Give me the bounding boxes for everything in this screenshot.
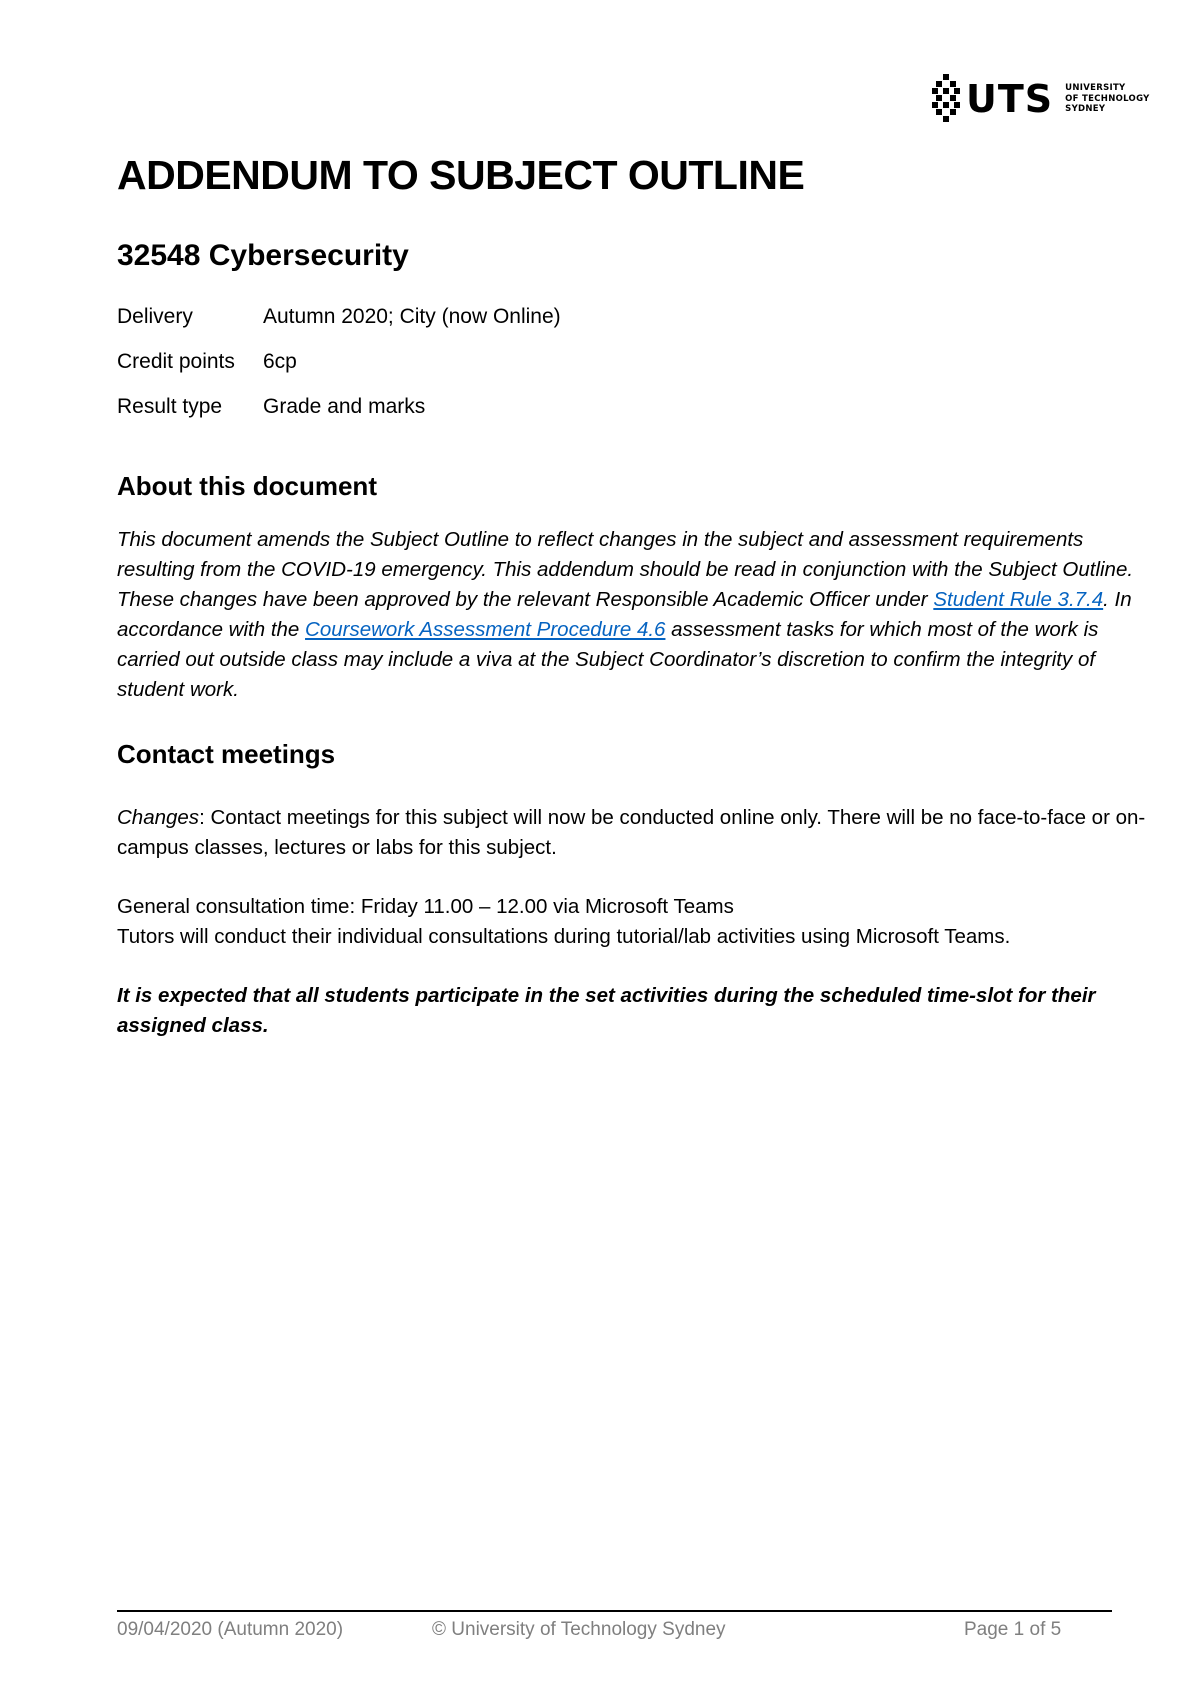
meta-label: Credit points xyxy=(117,350,235,373)
about-paragraph xyxy=(117,525,1147,705)
changes-text: : Contact meetings for this subject will now be conducted online only. There will be no face-to-face or on-campus classes, lectures or labs for this subject. xyxy=(117,806,1146,859)
logo-sub-line: UNIVERSITY xyxy=(1065,83,1126,94)
logo-sub-line: OF TECHNOLOGY xyxy=(1065,93,1150,104)
uts-emblem-icon xyxy=(932,74,960,124)
changes-label: Changes xyxy=(117,806,200,829)
about-heading: About this document xyxy=(117,471,377,501)
coursework-assessment-procedure-link[interactable]: Coursework Assessment Procedure 4.6 xyxy=(305,618,666,641)
meta-row-credit-points xyxy=(117,345,561,390)
expectation-note: It is expected that all students participate in the set activities during the scheduled time-slot for their assigned class. xyxy=(117,984,1096,1037)
meta-value: Autumn 2020; City (now Online) xyxy=(263,305,561,328)
student-rule-link[interactable]: Student Rule 3.7.4 xyxy=(933,588,1104,611)
footer-divider xyxy=(117,1610,1112,1612)
meta-row-delivery xyxy=(117,300,561,345)
logo-sub-line: SYDNEY xyxy=(1065,104,1106,115)
about-text: . In accordance with the xyxy=(117,588,1132,641)
footer-page-number: Page 1 of 5 xyxy=(964,1619,1062,1640)
consultation-time: General consultation time: Friday 11.00 – 12.00 via Microsoft Teams xyxy=(117,895,734,918)
footer-copyright: © University of Technology Sydney xyxy=(432,1619,726,1640)
consultation-paragraph xyxy=(117,892,1147,952)
uts-logo xyxy=(932,74,1150,124)
tutor-consultation: Tutors will conduct their individual consultations during tutorial/lab activities using Microsoft Teams. xyxy=(117,925,1011,948)
changes-paragraph xyxy=(117,803,1147,863)
meta-value: 6cp xyxy=(263,350,297,373)
footer-date: 09/04/2020 (Autumn 2020) xyxy=(117,1619,344,1640)
subject-title: 32548 Cybersecurity xyxy=(117,239,409,272)
meta-label: Delivery xyxy=(117,305,193,328)
uts-logo-subtitle xyxy=(1065,83,1149,115)
meta-value: Grade and marks xyxy=(263,395,426,418)
about-text: assessment tasks for which most of the work is carried out outside class may include a viva at the Subject Coordinator’s discretion to confirm the integrity of student work. xyxy=(117,618,1099,701)
uts-wordmark: UTS xyxy=(966,77,1054,121)
document-title: ADDENDUM TO SUBJECT OUTLINE xyxy=(117,152,805,198)
contact-heading: Contact meetings xyxy=(117,739,336,769)
subject-meta-table xyxy=(117,300,561,435)
meta-label: Result type xyxy=(117,395,223,418)
meta-row-result-type xyxy=(117,390,561,435)
about-text: This document amends the Subject Outline to reflect changes in the subject and assessment requirements resulting from the COVID-19 emergency. This addendum should be read in conjunction with the Subject Outline. These changes have been approved by the relevant Responsible Academic Officer under xyxy=(117,528,1134,611)
